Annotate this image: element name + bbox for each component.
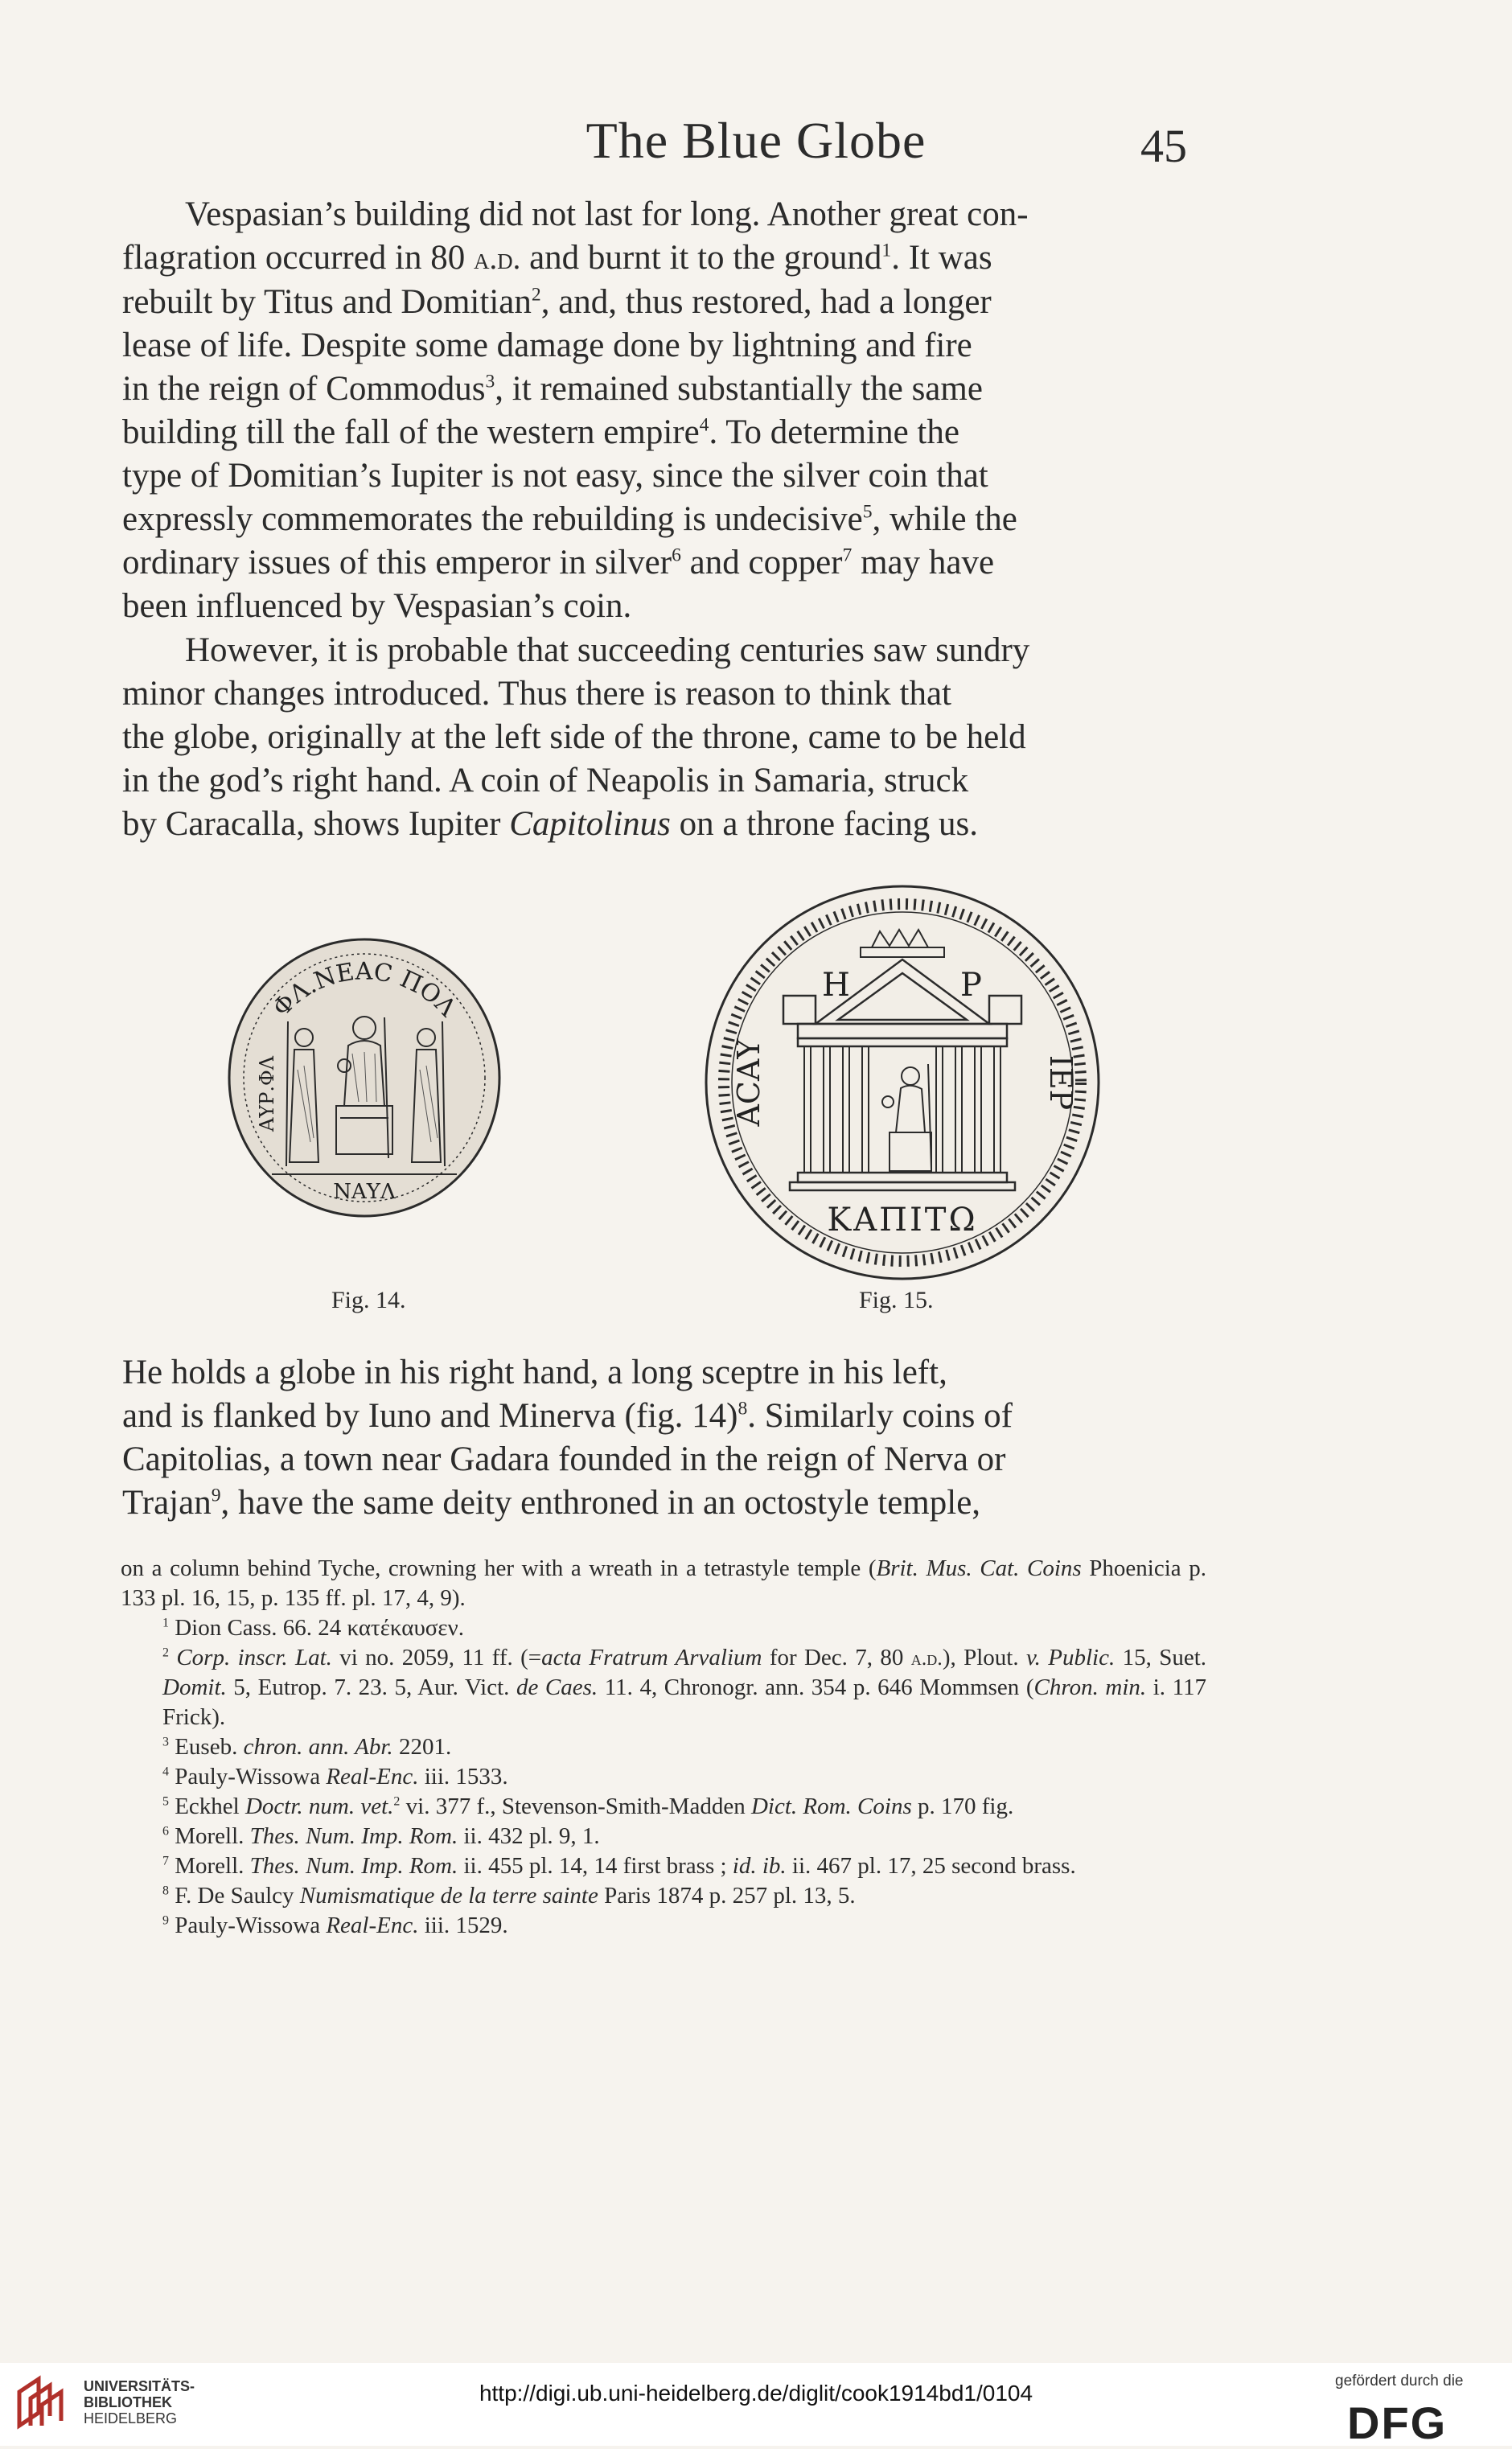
- page-number: 45: [1140, 120, 1187, 172]
- footnote-ref: 7: [842, 544, 853, 566]
- source-url-link[interactable]: http://digi.ub.uni-heidelberg.de/diglit/cook1914bd1/0104: [479, 2381, 1033, 2406]
- coin-legend-left: ΑΥΡ.ΦΛ: [256, 1056, 278, 1132]
- footnote-2: $^2$ Corp. inscr. Lat. vi no. 2059, 11 ff. (=acta Fratrum Arvalium for Dec. 7, 80 a.d.), Plout. v. Public. 15, Suet. Domit. 5, Eutrop. 7. 23. 5, Aur. Vict. de Caes. 11. 4, Chronogr. ann. 354 p. 646 Mommsen (Chron. min. i. 117 Frick).: [162, 1645, 1206, 1730]
- footnote-ref: 4: [699, 414, 709, 436]
- figure-caption-14: Fig. 14.: [331, 1287, 406, 1313]
- text-line: flagration occurred in 80 a.d. and burnt it to the ground$^1$. It was: [122, 239, 992, 277]
- text-line: building till the fall of the western empire$^4$. To determine the: [122, 413, 959, 451]
- footnote-3: $^3$ Euseb. chron. ann. Abr. 2201.: [162, 1734, 452, 1760]
- library-name: UNIVERSITÄTS- BIBLIOTHEK HEIDELBERG: [84, 2378, 195, 2426]
- footnote-1: $^1$ Dion Cass. 66. 24 κατέκαυσεν.: [162, 1615, 464, 1641]
- text-line: However, it is probable that succeeding centuries saw sundry: [185, 631, 1030, 669]
- paragraph-2: [122, 629, 1205, 846]
- coin-legend-bottom: ΚΑΠΙΤΩ: [827, 1202, 978, 1239]
- text-line: Vespasian’s building did not last for long. Another great con-: [185, 195, 1029, 233]
- footnote-7: $^7$ Morell. Thes. Num. Imp. Rom. ii. 455 pl. 14, 14 first brass ; id. ib. ii. 467 pl. 17, 25 second brass.: [162, 1853, 1076, 1879]
- text-line: minor changes introduced. Thus there is reason to think that: [122, 675, 951, 713]
- coin-letter-right: Ρ: [960, 967, 982, 1004]
- footnote-ref: 2: [531, 284, 541, 306]
- text-line: Capitolias, a town near Gadara founded in the reign of Nerva or: [122, 1440, 1006, 1478]
- footnote-8: $^8$ F. De Saulcy Numismatique de la terre sainte Paris 1874 p. 257 pl. 13, 5.: [162, 1883, 856, 1909]
- coin-legend-bottom: ΝΑΥΛ: [333, 1180, 396, 1204]
- coin-neapolis-illustration: [224, 933, 505, 1222]
- figure-caption-15: Fig. 15.: [859, 1287, 934, 1313]
- dfg-logo: DFG: [1347, 2398, 1448, 2448]
- text-line: the globe, originally at the left side of the throne, came to be held: [122, 718, 1026, 756]
- footnote-5: $^5$ Eckhel Doctr. num. vet.$^2$ vi. 377 f., Stevenson-Smith-Madden Dict. Rom. Coins p. 170 fig.: [162, 1794, 1014, 1819]
- coin-letter-left: Η: [822, 967, 850, 1004]
- coin-legend-top: ΦΛ.ΝΕΑC ΠΟΛ: [267, 957, 462, 1023]
- text-line: and is flanked by Iuno and Minerva (fig. 14)$^8$. Similarly coins of: [122, 1397, 1013, 1435]
- coin-capitolias-temple-illustration: [703, 883, 1102, 1282]
- coin-legend-right: ΙΕΡ: [1043, 1054, 1079, 1111]
- coin-legend-left: ΑCΑΥ: [731, 1038, 766, 1127]
- text-line: in the god’s right hand. A coin of Neapolis in Samaria, struck: [122, 762, 969, 799]
- footnote-6: $^6$ Morell. Thes. Num. Imp. Rom. ii. 432 pl. 9, 1.: [162, 1823, 600, 1849]
- footnote-ref: 8: [738, 1398, 748, 1420]
- text-line: Trajan$^9$, have the same deity enthroned in an octostyle temple,: [122, 1484, 981, 1522]
- footnote-4: $^4$ Pauly-Wissowa Real-Enc. iii. 1533.: [162, 1764, 508, 1789]
- footnotes: [121, 1554, 1206, 1941]
- text-line: He holds a globe in his right hand, a long sceptre in his left,: [122, 1354, 947, 1391]
- text-line: rebuilt by Titus and Domitian$^2$, and, thus restored, had a longer: [122, 283, 992, 321]
- text-line: lease of life. Despite some damage done by lightning and fire: [122, 327, 972, 364]
- footnote-ref: 1: [881, 240, 892, 261]
- paragraph-3: [122, 1351, 1205, 1525]
- footnote-ref: 5: [862, 501, 873, 523]
- funding-note: gefördert durch die: [1335, 2373, 1464, 2389]
- paragraph-1: [122, 193, 1205, 628]
- running-header-title: The Blue Globe: [585, 112, 927, 169]
- text-line: ordinary issues of this emperor in silver$^6$ and copper$^7$ may have: [122, 544, 995, 581]
- text-line: by Caracalla, shows Iupiter Capitolinus on a throne facing us.: [122, 805, 979, 843]
- footnote-ref: 3: [485, 371, 495, 392]
- footnote-ref: 9: [211, 1485, 221, 1506]
- footnote-continuation: on a column behind Tyche, crowning her with a wreath in a tetrastyle temple (Brit. Mus. Cat. Coins Phoenicia p. 133 pl. 16, 15, p. 135 ff. pl. 17, 4, 9).: [121, 1555, 1206, 1611]
- footnote-ref: 6: [672, 544, 681, 566]
- text-line: in the reign of Commodus$^3$, it remained substantially the same: [122, 370, 983, 408]
- footnote-9: $^9$ Pauly-Wissowa Real-Enc. iii. 1529.: [162, 1913, 508, 1938]
- text-line: type of Domitian’s Iupiter is not easy, since the silver coin that: [122, 457, 988, 495]
- text-line: been influenced by Vespasian’s coin.: [122, 587, 632, 625]
- text-line: expressly commemorates the rebuilding is undecisive$^5$, while the: [122, 500, 1017, 538]
